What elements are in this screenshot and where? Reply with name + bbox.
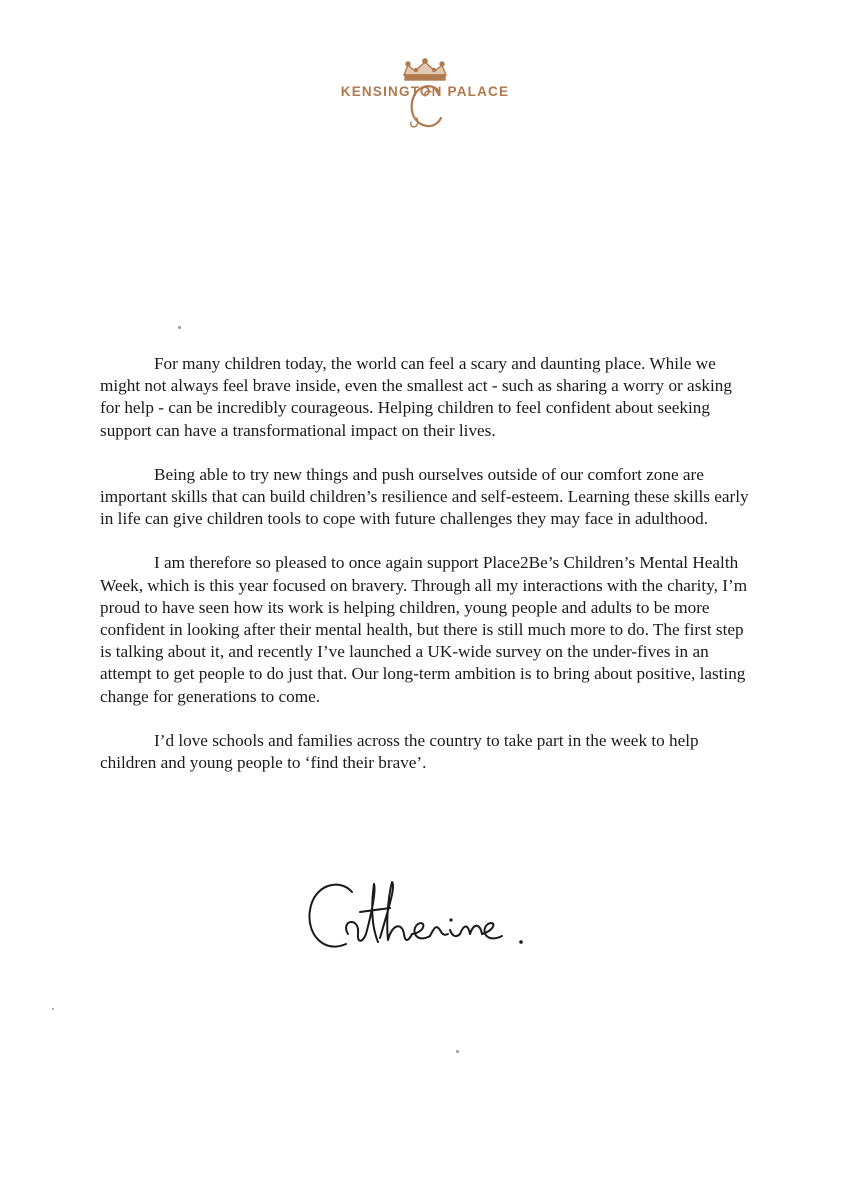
paragraph: I’d love schools and families across the country to take part in the week to help children and young people to ‘find their brave’. (100, 730, 699, 773)
paper-speck (456, 1050, 459, 1053)
paper-speck (178, 326, 181, 329)
letter-body (100, 353, 752, 796)
paragraph: I am therefore so pleased to once again support Place2Be’s Children’s Mental Health Week, which is this year focused on bravery. Through all my interactions with the charity, I’m proud to have seen how its work is helping children, young people and adults to be more confident in looking after their mental health, but there is still much more to do. The first step is talking about it, and recently I’ve launched a UK-wide survey on the under-fives in an attempt to get people to do just that. Our long-term ambition is to bring about positive, lasting change for generations to come. (100, 553, 748, 706)
handwritten-signature (300, 872, 540, 972)
paper-speck (52, 1008, 54, 1010)
paragraph: For many children today, the world can feel a scary and daunting place. While we might not always feel brave inside, even the smallest act - such as sharing a worry or asking for help - can be incredibly courageous. Helping children to feel confident about seeking support can have a transformational impact on their lives. (100, 354, 732, 440)
paragraph: Being able to try new things and push ourselves outside of our comfort zone are important skills that can build children’s resilience and self-esteem. Learning these skills early in life can give children tools to cope with future challenges they may face in adulthood. (100, 464, 749, 529)
letterhead-title: KENSINGTON PALACE (340, 84, 510, 99)
